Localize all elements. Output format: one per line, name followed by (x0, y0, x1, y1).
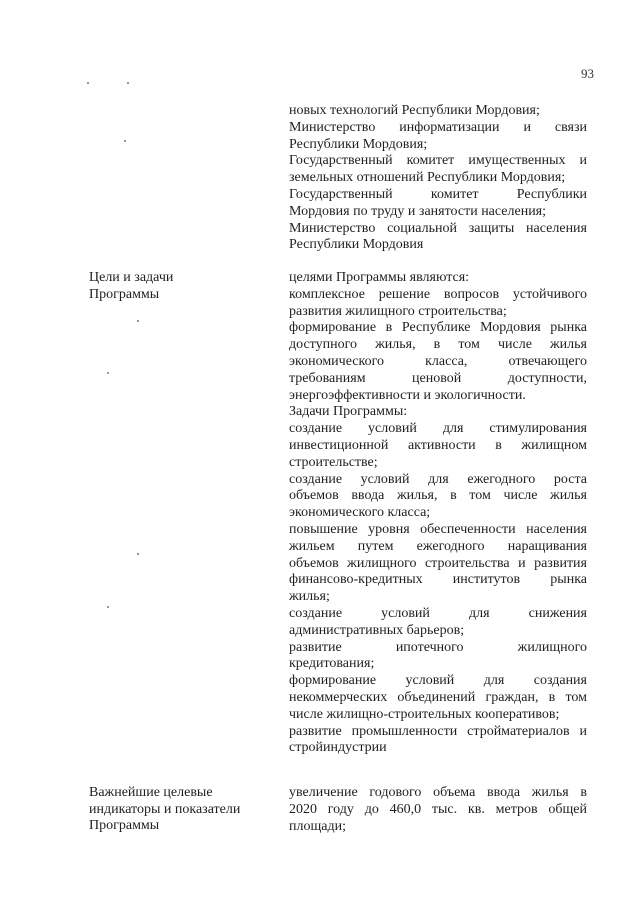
text-line: Республики Мордовия; (289, 136, 428, 152)
text-line: некоммерческих объединений граждан, в том (289, 689, 587, 705)
text-line: формирование условий для создания (289, 673, 587, 689)
text-line: увеличение годового объема ввода жилья в (289, 785, 587, 800)
scan-speck (137, 320, 139, 322)
scan-speck (107, 372, 109, 374)
text-line: строительстве; (289, 454, 378, 470)
label-line: индикаторы и показатели (89, 801, 241, 817)
goals-text (289, 270, 587, 757)
text-line: развитие ипотечного жилищного (289, 639, 587, 655)
text-line: Государственный комитет Республики (289, 186, 587, 202)
text-line: создание условий для стимулирования (289, 421, 587, 437)
text-line: развитие промышленности стройматериалов и (289, 723, 587, 739)
text-line: Мордовия по труду и занятости населения; (289, 203, 547, 219)
scan-speck (87, 82, 89, 84)
text-line: экономического класса, отвечающего (289, 353, 587, 369)
text-line: административных барьеров; (289, 622, 465, 638)
text-line: стройиндустрии (289, 740, 387, 756)
label-line: Важнейшие целевые (89, 785, 213, 800)
indicators-text (289, 785, 587, 835)
text-line: Министерство социальной защиты населения (289, 220, 587, 236)
label-line: Программы (89, 818, 160, 833)
text-line: Задачи Программы: (289, 404, 408, 420)
scan-speck (137, 553, 139, 555)
label-line: Цели и задачи (89, 270, 174, 285)
scan-speck (124, 140, 126, 142)
text-line: инвестиционной активности в жилищном (289, 437, 587, 453)
page-number: 93 (581, 66, 594, 81)
text-line: Государственный комитет имущественных и (289, 153, 587, 169)
text-line: жилья; (289, 589, 330, 605)
text-line: развития жилищного строительства; (289, 303, 507, 319)
text-line: целями Программы являются: (289, 270, 470, 285)
text-line: создание условий для ежегодного роста (289, 471, 587, 487)
text-line: площади; (289, 818, 346, 834)
text-line: экономического класса; (289, 505, 431, 521)
label-line: Программы (89, 286, 160, 302)
text-line: жильем путем ежегодного наращивания (289, 538, 587, 554)
indicators-label (89, 785, 269, 835)
text-line: кредитования; (289, 656, 375, 672)
text-line: финансово-кредитных институтов рынка (289, 572, 587, 588)
agencies-list (289, 103, 587, 254)
text-line: новых технологий Республики Мордовия; (289, 103, 540, 118)
text-line: комплексное решение вопросов устойчивого (289, 286, 587, 302)
text-line: объемов ввода жилья, в том числе жилья (289, 488, 587, 504)
goals-label (89, 270, 269, 303)
text-line: формирование в Республике Мордовия рынка (289, 320, 587, 336)
text-line: энергоэффективности и экологичности. (289, 387, 526, 403)
text-line: Министерство информатизации и связи (289, 119, 587, 135)
text-line: создание условий для снижения (289, 605, 587, 621)
scan-speck (107, 606, 109, 608)
text-line: земельных отношений Республики Мордовия; (289, 170, 566, 186)
text-line: 2020 году до 460,0 тыс. кв. метров общей (289, 801, 587, 817)
text-line: числе жилищно-строительных кооперативов; (289, 706, 560, 722)
text-line: доступного жилья, в том числе жилья (289, 337, 587, 353)
text-line: повышение уровня обеспеченности населения (289, 521, 587, 537)
scan-speck (127, 82, 129, 84)
text-line: Республики Мордовия (289, 237, 424, 253)
text-line: требованиям ценовой доступности, (289, 370, 587, 386)
text-line: объемов жилищного строительства и развития (289, 555, 587, 571)
